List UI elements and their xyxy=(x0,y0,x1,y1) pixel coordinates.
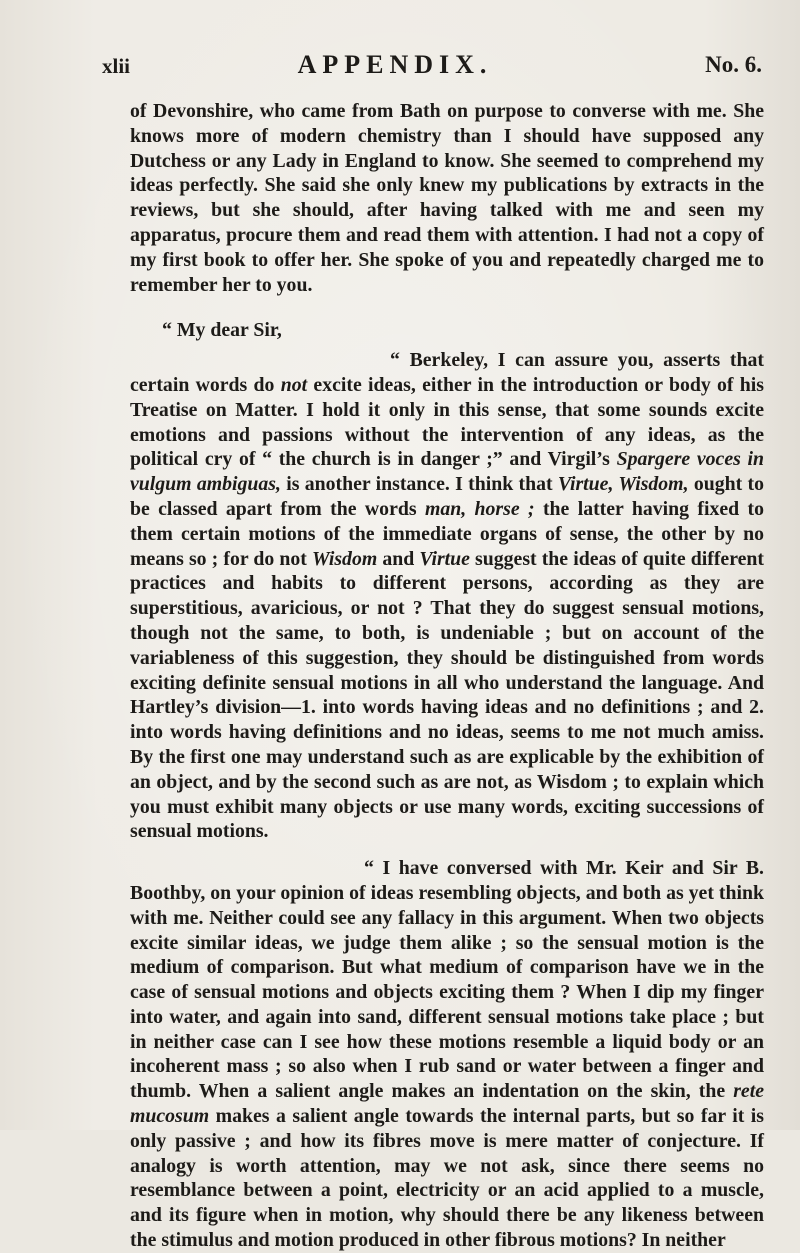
text-run: “ Berkeley, I can assure you, asserts that certain words do xyxy=(130,349,764,396)
paragraph-devonshire: of Devonshire, who came from Bath on purpose to converse with me. She knows more of modern chemistry than I should have supposed any Dutchess or any Lady in England to know. She seemed to comprehend my ideas perfectly. She said she only knew my publications by extracts in the reviews, but she should, after having talked with me and seen my apparatus, procure them and read them with attention. I had not a copy of my first book to offer her. She spoke of you and repeatedly charged me to remember her to you. xyxy=(130,100,764,296)
text-run: ought to be classed apart from the words xyxy=(130,473,764,520)
italic-run: man, horse ; xyxy=(424,497,535,520)
text-run: suggest the ideas of quite different practices and habits to different persons, according as they are superstitious, avaricious, or not ? That they do suggest sensual motions, though not the same, to both, is undeniable ; but on account of the variableness of this suggestion, they should be distinguished from words exciting definite sensual motions in all who understand the language. And Hartley’s division—1. into words having ideas and no definitions ; and 2. into words having definitions and no ideas, seems to me not much amiss. By the first one may understand such as are explicable by the exhibition of an object, and by the second such as are not, as Wisdom ; to explain which you must exhibit many objects or use many words, exciting successions of sensual motions. xyxy=(130,547,765,843)
italic-run: not xyxy=(280,373,308,396)
paragraph-keir-boothby xyxy=(130,856,764,1253)
text-run: “ I have conversed with Mr. Keir and Sir B. Boothby, on your opinion of ideas resembling objects, and both as yet think with me. Neither could see any fallacy in this argument. When two objects excite similar ideas, we judge them alike ; so the sensual motion is the medium of comparison. But what medium of comparison have we in the case of sensual motions and objects exciting them ? When I dip my finger into water, and again into sand, different sensual motions take place ; but in neither case can I see how these motions resemble a liquid body or an incoherent mass ; so also when I rub sand or water between a finger and thumb. When a salient angle makes an indentation on the skin, the xyxy=(130,857,764,1103)
appendix-number: No. 6. xyxy=(705,52,762,77)
running-title: APPENDIX. xyxy=(297,50,493,79)
page-body xyxy=(130,99,764,1253)
text-run: makes a salient angle towards the internal parts, but so far it is only passive ; and how its fibres move is mere matter of conjecture. If analogy is worth attention, may we not ask, since there seems no resemblance between a point, electricity or an acid applied to a muscle, and its figure when in motion, why should there be any likeness between the stimulus and motion produced in other fibrous motions? In neither xyxy=(130,1105,764,1252)
italic-run: Virtue, Wisdom, xyxy=(557,473,689,496)
paragraph-berkeley xyxy=(130,348,764,844)
page-number: xlii xyxy=(102,54,131,78)
text-run: the latter having fixed to them certain motions of the immediate organs of sense, the other by no means so ; for do not xyxy=(130,497,764,570)
italic-run: Wisdom xyxy=(312,547,378,570)
italic-run: rete mucosum xyxy=(130,1080,764,1128)
text-run: and xyxy=(377,547,420,570)
text-run: is another instance. I think that xyxy=(280,473,558,496)
italic-run: Spargere voces in vulgum ambiguas, xyxy=(130,448,764,496)
italic-run: Virtue xyxy=(419,547,470,570)
running-header xyxy=(102,50,762,84)
letter-salutation: “ My dear Sir, xyxy=(162,319,282,342)
text-run: excite ideas, either in the introduction or body of his Treatise on Matter. I hold it only in this sense, that some sounds excite emotions and passions without the intervention of any ideas, as the political cry of “ the church is in danger ;” and Virgil’s xyxy=(130,373,764,471)
